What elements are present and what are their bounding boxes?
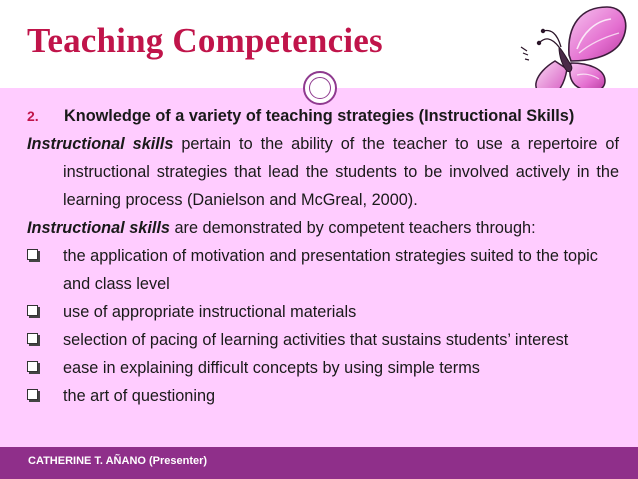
point-number: 2. bbox=[27, 108, 39, 124]
bullet-list bbox=[27, 242, 619, 410]
slide-title: Teaching Competencies bbox=[27, 21, 383, 60]
definition-text: pertain to the ability of the teacher to use a repertoire of instructional strategies that lead the students to be involved actively in the learning process (Danielson and McGreal, 2000). bbox=[63, 135, 619, 209]
lead-paragraph bbox=[27, 214, 619, 242]
list-item-text: the application of motivation and presentation strategies suited to the topic and class level bbox=[63, 247, 598, 293]
checkbox-bullet-icon bbox=[27, 305, 38, 316]
checkbox-bullet-icon bbox=[27, 333, 38, 344]
circle-divider-icon bbox=[303, 71, 337, 105]
checkbox-bullet-icon bbox=[27, 389, 38, 400]
list-item-text: ease in explaining difficult concepts by using simple terms bbox=[63, 359, 480, 377]
presenter-name: CATHERINE T. AÑANO (Presenter) bbox=[28, 455, 208, 467]
slide-body bbox=[27, 102, 619, 410]
list-item bbox=[27, 242, 619, 298]
list-item bbox=[27, 298, 619, 326]
definition-term: Instructional skills bbox=[27, 135, 174, 153]
lead-text: are demonstrated by competent teachers through: bbox=[169, 219, 536, 237]
checkbox-bullet-icon bbox=[27, 249, 38, 260]
list-item-text: selection of pacing of learning activities that sustains students’ interest bbox=[63, 331, 569, 349]
butterfly-icon bbox=[515, 3, 633, 99]
definition-paragraph bbox=[27, 130, 619, 214]
list-item bbox=[27, 354, 619, 382]
lead-term: Instructional skills bbox=[27, 219, 170, 237]
list-item bbox=[27, 382, 619, 410]
checkbox-bullet-icon bbox=[27, 361, 38, 372]
list-item-text: use of appropriate instructional materials bbox=[63, 303, 357, 321]
footer-bar bbox=[0, 447, 638, 479]
point-heading-text: Knowledge of a variety of teaching strategies (Instructional Skills) bbox=[64, 107, 575, 125]
point-heading bbox=[27, 102, 619, 130]
list-item bbox=[27, 326, 619, 354]
list-item-text: the art of questioning bbox=[63, 387, 216, 405]
